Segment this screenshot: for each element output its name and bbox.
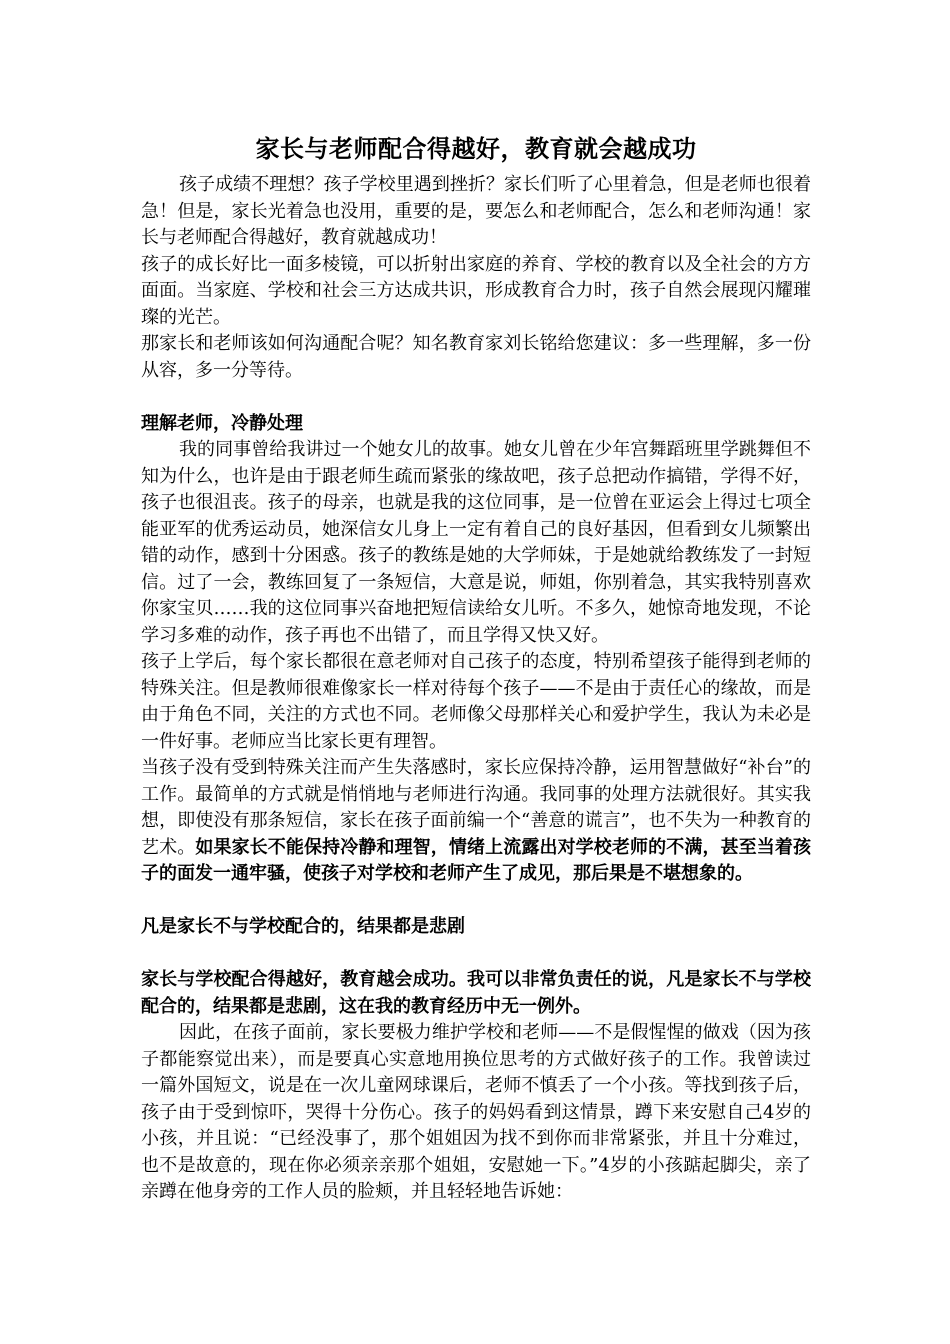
intro-paragraph-2: 孩子的成长好比一面多棱镜，可以折射出家庭的养育、学校的教育以及全社会的方方面面。当家庭、学校和社会三方达成共识，形成教育合力时，孩子自然会展现闪耀璀璨的光芒。 xyxy=(141,253,811,328)
blank-line xyxy=(141,888,811,915)
section-1-paragraph-2: 孩子上学后，每个家长都很在意老师对自己孩子的态度，特别希望孩子能得到老师的特殊关注。但是教师很难像家长一样对待每个孩子——不是由于责任心的缘故，而是由于角色不同，关注的方式也不同。老师像父母那样关心和爱护学生，我认为未必是一件好事。老师应当比家长更有理智。 xyxy=(141,651,811,752)
document-page xyxy=(141,132,811,1206)
intro-paragraph-1: 孩子成绩不理想？孩子学校里遇到挫折？家长们听了心里着急，但是老师也很着急！但是，家长光着急也没用，重要的是，要怎么和老师配合，怎么和老师沟通！家长与老师配合得越好，教育就越成功！ xyxy=(141,174,811,248)
document-title: 家长与老师配合得越好，教育就会越成功 xyxy=(255,134,697,163)
section-1-paragraph-3-bold-text: 如果家长不能保持冷静和理智，情绪上流露出对学校老师的不满，甚至当着孩子的面发一通牢骚，使孩子对学校和老师产生了成见，那后果是不堪想象的。 xyxy=(141,836,812,884)
blank-line xyxy=(141,384,811,411)
section-1-paragraph-3 xyxy=(141,755,811,888)
section-2-bold-paragraph: 家长与学校配合得越好，教育越会成功。我可以非常负责任的说，凡是家长不与学校配合的，结果都是悲剧，这在我的教育经历中无一例外。 xyxy=(141,969,811,1017)
blank-line xyxy=(141,941,811,968)
section-2-paragraph-1: 因此，在孩子面前，家长要极力维护学校和老师——不是假惺惺的做戏（因为孩子都能察觉出来），而是要真心实意地用换位思考的方式做好孩子的工作。我曾读过一篇外国短文，说是在一次儿童网球课后，老师不慎丢了一个小孩。等找到孩子后，孩子由于受到惊吓，哭得十分伤心。孩子的妈妈看到这情景，蹲下来安慰自己4岁的小孩，并且说：“已经没事了，那个姐姐因为找不到你而非常紧张，并且十分难过，也不是故意的，现在你必须亲亲那个姐姐，安慰她一下。”4岁的小孩踮起脚尖，亲了亲蹲在他身旁的工作人员的脸颊，并且轻轻地告诉她： xyxy=(141,1022,811,1202)
section-2-heading: 凡是家长不与学校配合的，结果都是悲剧 xyxy=(141,916,465,937)
intro-paragraph-3: 那家长和老师该如何沟通配合呢？知名教育家刘长铭给您建议：多一些理解，多一份从容，多一分等待。 xyxy=(141,333,811,381)
section-1-heading: 理解老师，冷静处理 xyxy=(141,412,303,434)
section-1-paragraph-3-text: 当孩子没有受到特殊关注而产生失落感时，家长应保持冷静，运用智慧做好“补台”的工作。最简单的方式就是悄悄地与老师进行沟通。我同事的处理方法就很好。其实我想，即使没有那条短信，家长在孩子面前编一个“善意的谎言”，也不失为一种教育的艺术。 xyxy=(141,757,811,858)
section-1-paragraph-1: 我的同事曾给我讲过一个她女儿的故事。她女儿曾在少年宫舞蹈班里学跳舞但不知为什么，也许是由于跟老师生疏而紧张的缘故吧，孩子总把动作搞错，学得不好，孩子也很沮丧。孩子的母亲，也就是我的这位同事，是一位曾在亚运会上得过七项全能亚军的优秀运动员，她深信女儿身上一定有着自己的良好基因，但看到女儿频繁出错的动作，感到十分困惑。孩子的教练是她的大学师妹，于是她就给教练发了一封短信。过了一会，教练回复了一条短信，大意是说，师姐，你别着急，其实我特别喜欢你家宝贝……我的这位同事兴奋地把短信读给女儿听。不多久，她惊奇地发现，不论学习多难的动作，孩子再也不出错了，而且学得又快又好。 xyxy=(141,439,811,646)
